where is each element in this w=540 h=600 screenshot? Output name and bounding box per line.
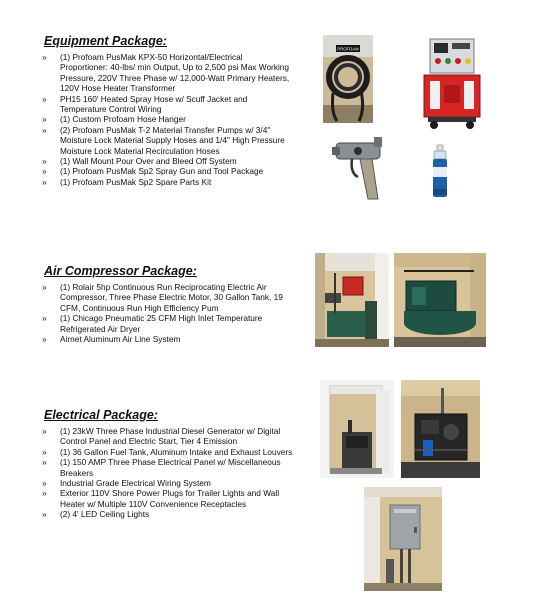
electrical-panel-photo	[364, 487, 442, 591]
list-item: » (1) Rolair 5hp Continuous Run Reciprocating Electric Air Compressor, Three Phase Electric Motor, 30 Gallon Tank, 19 CFM, Continuous Run High Efficiency Pum	[40, 282, 295, 313]
electrical-list	[40, 426, 295, 520]
list-item: » (1) 23kW Three Phase Industrial Diesel Generator w/ Digital Control Panel and Electric Start, Tier 4 Emission	[40, 426, 295, 447]
air-compressor-section	[40, 264, 295, 344]
list-item: » (1) 36 Gallon Fuel Tank, Aluminum Intake and Exhaust Louvers	[40, 447, 295, 457]
list-item: » Industrial Grade Electrical Wiring System	[40, 478, 295, 488]
list-item: » (1) Profoam PusMak Sp2 Spray Gun and Tool Package	[40, 166, 290, 176]
list-item: » PH15 160' Heated Spray Hose w/ Scuff Jacket and Temperature Control Wiring	[40, 94, 290, 115]
spray-can-photo	[428, 143, 452, 199]
list-item: » (1) Profoam PusMak KPX-50 Horizontal/Electrical Proportioner: 40-lbs/ min Output, Up to 2,500 psi Max Working Pressure, 220V Three Phase w/ 12,000-Watt Primary Heaters, 120V Hose Heater Transformer	[40, 52, 290, 94]
hose-reel-photo	[323, 35, 373, 123]
electrical-heading: Electrical Package:	[44, 408, 158, 422]
generator-closeup-photo	[401, 380, 480, 478]
spray-gun-photo	[330, 133, 390, 207]
list-item: » (1) Wall Mount Pour Over and Bleed Off System	[40, 156, 290, 166]
list-item: » Exterior 110V Shore Power Plugs for Trailer Lights and Wall Heater w/ Multiple 110V Convenience Receptacles	[40, 488, 295, 509]
electrical-section	[40, 408, 295, 520]
proportioner-photo	[416, 35, 488, 130]
compressor-tank-photo	[394, 253, 486, 347]
hose-brand-label: PROFOAM	[337, 46, 359, 52]
generator-room-photo	[320, 380, 394, 478]
list-item: » (1) Profoam PusMak Sp2 Spare Parts Kit	[40, 177, 290, 187]
equipment-list	[40, 52, 290, 187]
list-item: » (2) 4' LED Ceiling Lights	[40, 509, 295, 519]
list-item: » Airnet Aluminum Air Line System	[40, 334, 295, 344]
air-compressor-heading: Air Compressor Package:	[44, 264, 197, 278]
air-compressor-list	[40, 282, 295, 344]
equipment-section	[40, 34, 290, 187]
list-item: » (2) Profoam PusMak T-2 Material Transfer Pumps w/ 3/4" Moisture Lock Material Supply Hoses and 1/4" High Pressure Moisture Lock Material Recirculation Hoses	[40, 125, 290, 156]
equipment-heading: Equipment Package:	[44, 34, 167, 48]
list-item: » (1) Chicago Pneumatic 25 CFM High Inlet Temperature Refrigerated Air Dryer	[40, 313, 295, 334]
list-item: » (1) 150 AMP Three Phase Electrical Panel w/ Miscellaneous Breakers	[40, 457, 295, 478]
list-item: » (1) Custom Profoam Hose Hanger	[40, 114, 290, 124]
compressor-interior-photo	[315, 253, 389, 347]
